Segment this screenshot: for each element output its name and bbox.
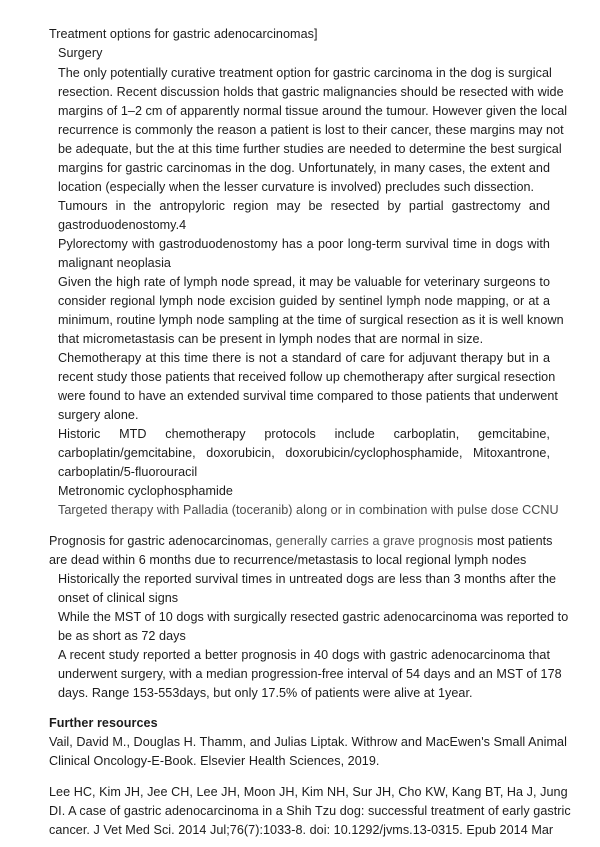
lymph-node-paragraph-line: Given the high rate of lymph node spread, it may be valuable for veterinary surgeons to xyxy=(58,275,550,289)
surgery-paragraph-line: margins for gastric carcinomas in the dog. Unfortunately, in many cases, the extent and xyxy=(58,161,550,175)
surgery-paragraph-line: location (especially when the lesser curvature is involved) precludes such dissection. xyxy=(58,180,535,194)
chemotherapy-paragraph-line: Chemotherapy at this time there is not a standard of care for adjuvant therapy but in a xyxy=(58,351,550,365)
surgery-paragraph-line: margins of 1–2 cm of apparently normal tissue around the tumour. However given the local xyxy=(58,104,568,118)
lymph-node-paragraph-line: that micrometastasis can be present in lymph nodes that are normal in size. xyxy=(58,332,484,346)
prognosis-recent-study-line: underwent surgery, with a median progression-free interval of 54 days and an MST of 178 xyxy=(58,667,562,681)
surgery-paragraph-line: The only potentially curative treatment option for gastric carcinoma in the dog is surgical xyxy=(58,66,552,80)
prognosis-intro-line2: are dead within 6 months due to recurrence/metastasis to local regional lymph nodes xyxy=(49,553,527,567)
chemotherapy-paragraph-line: surgery alone. xyxy=(58,408,139,422)
prognosis-recent-study-line: days. Range 153-553days, but only 17.5% of patients were alive at 1year. xyxy=(58,686,473,700)
prognosis-recent-study-line: A recent study reported a better prognosis in 40 dogs with gastric adenocarcinoma that xyxy=(58,648,550,662)
prognosis-untreated-line: Historically the reported survival times in untreated dogs are less than 3 months after the xyxy=(58,572,557,586)
pylorectomy-paragraph-line: Pylorectomy with gastroduodenostomy has a poor long-term survival time in dogs with xyxy=(58,237,550,251)
surgery-paragraph-line: be adequate, but the at this time further studies are needed to determine the best surgical xyxy=(58,142,562,156)
reference-line: Clinical Oncology-E-Book. Elsevier Health Sciences, 2019. xyxy=(49,754,380,768)
pylorectomy-paragraph-line: malignant neoplasia xyxy=(58,256,171,270)
mtd-protocols-line: carboplatin/gemcitabine, doxorubicin, doxorubicin/cyclophosphamide, Mitoxantrone, xyxy=(58,446,550,460)
reference-line: Vail, David M., Douglas H. Thamm, and Julias Liptak. Withrow and MacEwen's Small Animal xyxy=(49,735,567,749)
chemotherapy-paragraph-line: recent study those patients that received follow up chemotherapy after surgical resection xyxy=(58,370,556,384)
reference-line: DI. A case of gastric adenocarcinoma in a Shih Tzu dog: successful treatment of early gastric xyxy=(49,804,571,818)
antropyloric-paragraph-line: Tumours in the antropyloric region may be resected by partial gastrectomy and xyxy=(58,199,550,213)
further-resources-heading: Further resources xyxy=(49,716,158,730)
mtd-protocols-line: carboplatin/5-fluorouracil xyxy=(58,465,198,479)
reference-line: Lee HC, Kim JH, Jee CH, Lee JH, Moon JH, Kim NH, Sur JH, Cho KW, Kang BT, Ha J, Jung xyxy=(49,785,568,799)
mtd-protocols-line: Historic MTD chemotherapy protocols include carboplatin, gemcitabine, xyxy=(58,427,550,441)
targeted-therapy-line: Targeted therapy with Palladia (toceranib) along or in combination with pulse dose CCNU xyxy=(58,503,559,517)
chemotherapy-paragraph-line: were found to have an extended survival time compared to those patients that underwent xyxy=(58,389,558,403)
prognosis-mst-line: While the MST of 10 dogs with surgically resected gastric adenocarcinoma was reported to xyxy=(58,610,569,624)
prognosis-untreated-line: onset of clinical signs xyxy=(58,591,179,605)
prognosis-intro-line xyxy=(49,534,553,549)
antropyloric-paragraph-line: gastroduodenostomy.4 xyxy=(58,218,187,232)
surgery-label: Surgery xyxy=(58,46,103,60)
reference-line: cancer. J Vet Med Sci. 2014 Jul;76(7):1033-8. doi: 10.1292/jvms.13-0315. Epub 2014 Mar xyxy=(49,823,554,837)
section-heading-treatment: Treatment options for gastric adenocarcinomas] xyxy=(49,27,318,41)
metronomic-line: Metronomic cyclophosphamide xyxy=(58,484,233,498)
lymph-node-paragraph-line: consider regional lymph node excision guided by sentinel lymph node mapping, or at a xyxy=(58,294,550,308)
surgery-paragraph-line: resection. Recent discussion holds that gastric malignancies should be resected with wide xyxy=(58,85,564,99)
prognosis-grave-phrase: generally carries a grave prognosis xyxy=(275,534,474,548)
prognosis-intro-c: most patients xyxy=(473,534,553,548)
prognosis-mst-line: be as short as 72 days xyxy=(58,629,186,643)
prognosis-intro-a: Prognosis for gastric adenocarcinomas, xyxy=(49,534,276,548)
lymph-node-paragraph-line: minimum, routine lymph node sampling at the time of surgical resection as it is well known xyxy=(58,313,564,327)
surgery-paragraph-line: recurrence is commonly the reason a patient is lost to their cancer, these margins may not xyxy=(58,123,564,137)
